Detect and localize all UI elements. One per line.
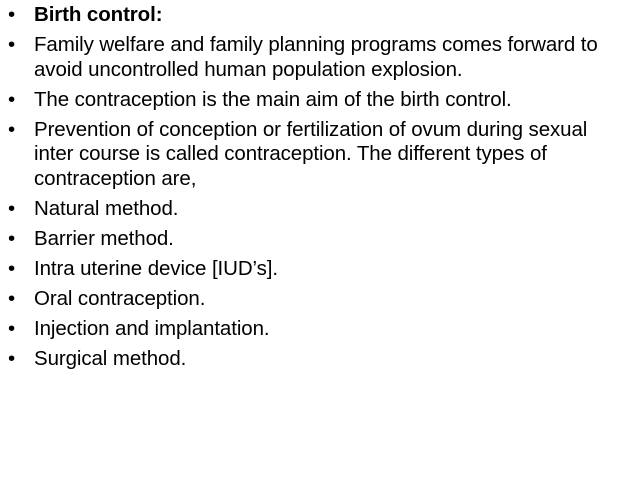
bullet-icon: •	[8, 117, 16, 141]
bullet-text: Barrier method.	[34, 226, 174, 250]
bullet-item-family-welfare	[8, 33, 630, 82]
bullet-text: Prevention of conception or fertilization of ovum during sexual inter course is called contraception. The different types of contraception are,	[34, 117, 588, 190]
bullet-icon: •	[8, 196, 16, 220]
bullet-item-iud	[8, 257, 630, 282]
bullet-icon: •	[8, 346, 16, 370]
bullet-icon: •	[8, 256, 16, 280]
bullet-item-natural-method	[8, 197, 630, 222]
bullet-icon: •	[8, 286, 16, 310]
bullet-item-barrier-method	[8, 227, 630, 252]
bullet-icon: •	[8, 33, 16, 56]
bullet-text: Family welfare and family planning programs comes forward to avoid uncontrolled human population explosion.	[34, 33, 598, 81]
bullet-text: The contraception is the main aim of the birth control.	[34, 87, 512, 111]
bullet-text: Natural method.	[34, 196, 179, 220]
bullet-item-injection	[8, 317, 630, 342]
bullet-item-birth-control	[8, 3, 630, 28]
bullet-item-surgical-method	[8, 347, 630, 372]
bullet-icon: •	[8, 316, 16, 340]
bullet-text: Surgical method.	[34, 346, 187, 370]
bullet-list	[8, 3, 630, 377]
bullet-item-main-aim	[8, 88, 630, 113]
bullet-heading: Birth control:	[34, 3, 163, 26]
bullet-item-oral-contraception	[8, 287, 630, 312]
bullet-icon: •	[8, 226, 16, 250]
bullet-text: Intra uterine device [IUD’s].	[34, 256, 278, 280]
bullet-icon: •	[8, 3, 16, 26]
bullet-icon: •	[8, 87, 16, 111]
bullet-item-prevention	[8, 118, 630, 192]
bullet-text: Oral contraception.	[34, 286, 206, 310]
bullet-text: Injection and implantation.	[34, 316, 270, 340]
